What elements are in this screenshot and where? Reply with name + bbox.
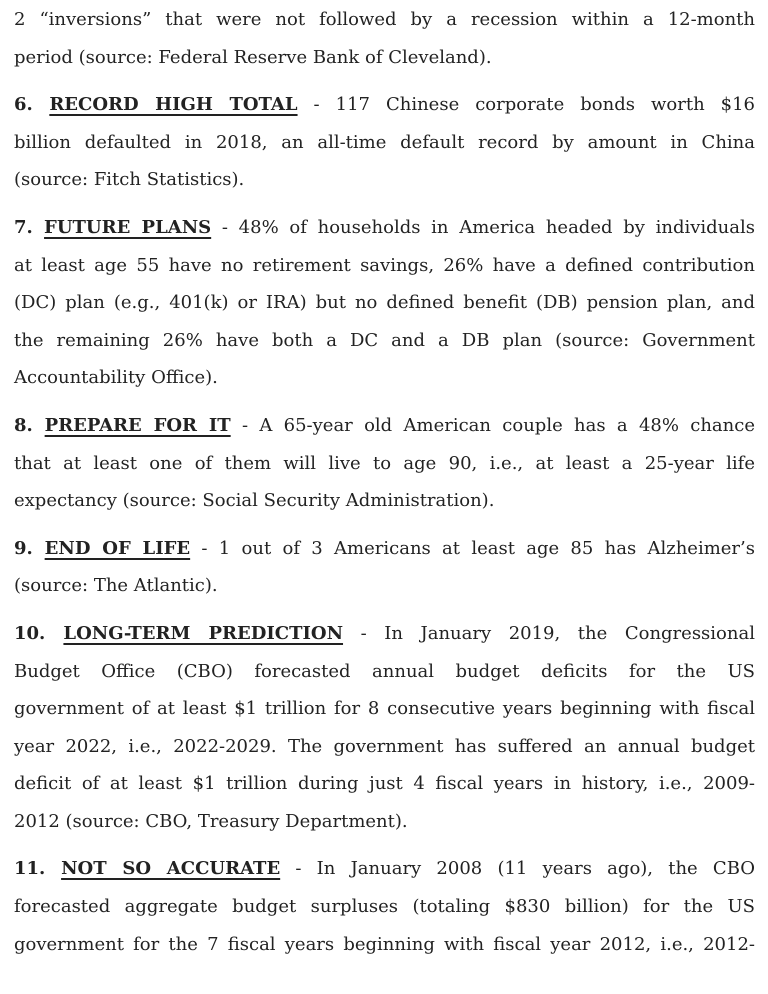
paragraph-item-7 (14, 209, 755, 397)
item-number: 10. (14, 622, 64, 644)
document-body (14, 1, 755, 963)
text-line (14, 926, 755, 964)
body-text: (source: The Atlantic). (14, 575, 218, 597)
text-line (14, 888, 755, 926)
body-text: Budget Office (CBO) forecasted annual budget deficits for the US (14, 660, 755, 682)
text-line (14, 567, 755, 605)
item-heading: RECORD HIGH TOTAL (49, 94, 298, 116)
paragraph-item-8 (14, 407, 755, 520)
text-line (14, 850, 755, 888)
item-heading: END OF LIFE (44, 537, 191, 559)
item-number: 8. (14, 414, 45, 436)
text-line (14, 86, 755, 124)
body-text: at least age 55 have no retirement savings, 26% have a defined contribution (14, 254, 755, 276)
body-text: the remaining 26% have both a DC and a DB plan (source: Government (14, 329, 755, 351)
paragraph-item-6 (14, 86, 755, 199)
item-number: 7. (14, 216, 45, 238)
text-line (14, 407, 755, 445)
paragraph-item-9 (14, 530, 755, 605)
text-line (14, 530, 755, 568)
paragraph-item-11 (14, 850, 755, 963)
text-line (14, 284, 755, 322)
text-line (14, 482, 755, 520)
text-line (14, 39, 755, 77)
text-line (14, 161, 755, 199)
body-text: billion defaulted in 2018, an all-time default record by amount in China (14, 131, 755, 153)
body-text: 2012 (source: CBO, Treasury Department). (14, 810, 408, 832)
item-heading: FUTURE PLANS (44, 216, 212, 238)
body-text: government of at least $1 trillion for 8 consecutive years beginning with fiscal (14, 698, 755, 720)
text-line (14, 765, 755, 803)
body-text: (DC) plan (e.g., 401(k) or IRA) but no defined benefit (DB) pension plan, and (14, 292, 755, 314)
body-text: 2 “inversions” that were not followed by a recession within a 12-month (14, 9, 755, 30)
text-line (14, 209, 755, 247)
text-line (14, 803, 755, 841)
body-text: - 48% of households in America headed by individuals (211, 216, 756, 238)
body-text: - 1 out of 3 Americans at least age 85 has Alzheimer’s (190, 537, 755, 559)
text-line (14, 445, 755, 483)
body-text: deficit of at least $1 trillion during just 4 fiscal years in history, i.e., 2009- (14, 773, 755, 795)
item-number: 9. (14, 537, 45, 559)
text-line (14, 615, 755, 653)
item-heading: NOT SO ACCURATE (61, 858, 281, 880)
body-text: - In January 2019, the Congressional (343, 622, 755, 644)
item-heading: LONG-TERM PREDICTION (63, 622, 344, 644)
body-text: expectancy (source: Social Security Administration). (14, 490, 495, 512)
text-line (14, 247, 755, 285)
body-text: - 117 Chinese corporate bonds worth $16 (297, 94, 756, 116)
body-text: forecasted aggregate budget surpluses (totaling $830 billion) for the US (14, 896, 755, 918)
text-line (14, 690, 755, 728)
text-line (14, 359, 755, 397)
text-line (14, 322, 755, 360)
text-line (14, 124, 755, 162)
body-text: Accountability Office). (14, 367, 218, 389)
body-text: (source: Fitch Statistics). (14, 169, 245, 191)
item-number: 11. (14, 858, 62, 880)
text-line (14, 1, 755, 39)
body-text: government for the 7 fiscal years beginning with fiscal year 2012, i.e., 2012- (14, 933, 755, 955)
body-text: - In January 2008 (11 years ago), the CBO (280, 858, 756, 880)
text-line (14, 653, 755, 691)
item-heading: PREPARE FOR IT (44, 414, 231, 436)
text-line (14, 728, 755, 766)
body-text: year 2022, i.e., 2022-2029. The government has suffered an annual budget (14, 735, 755, 757)
paragraph-item-10 (14, 615, 755, 841)
body-text: period (source: Federal Reserve Bank of Cleveland). (14, 46, 492, 68)
item-number: 6. (14, 94, 50, 116)
body-text: - A 65-year old American couple has a 48% chance (230, 414, 755, 436)
body-text: that at least one of them will live to age 90, i.e., at least a 25-year life (14, 452, 755, 474)
paragraph-item-5-continuation (14, 1, 755, 76)
